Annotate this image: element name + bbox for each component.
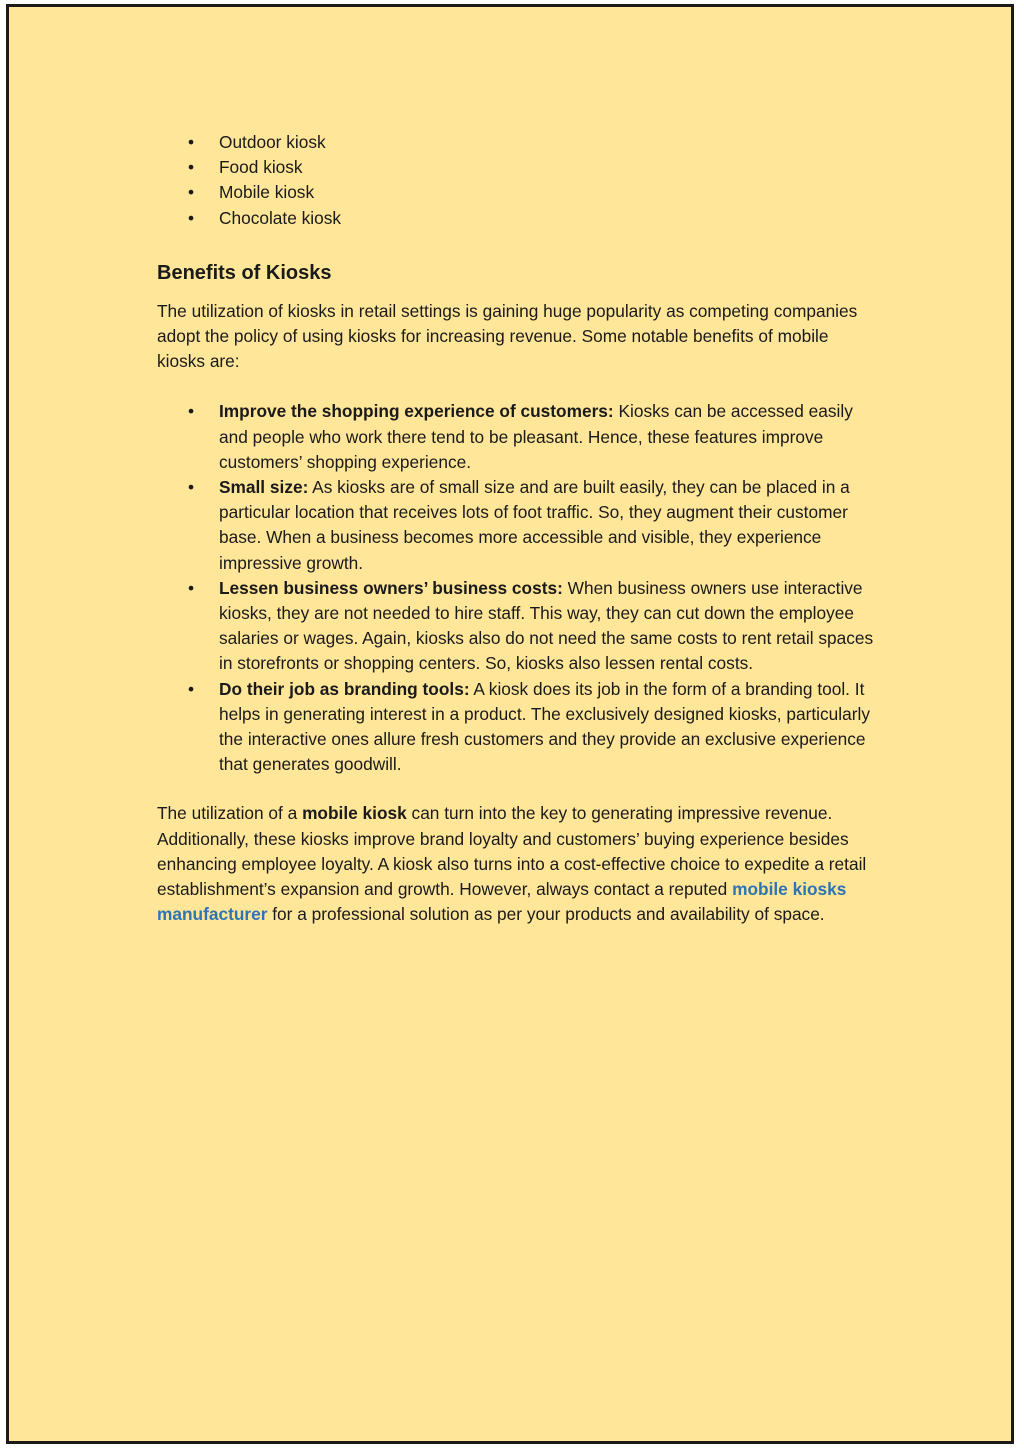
intro-paragraph: The utilization of kiosks in retail settings is gaining huge popularity as competing companies adopt the policy of using kiosks for increasing revenue. Some notable benefits of mobile kiosks are: xyxy=(157,300,858,372)
bullet-icon: • xyxy=(188,401,195,422)
kiosk-types-list xyxy=(157,130,877,231)
benefit-title: Lessen business owners’ business costs: xyxy=(219,577,563,598)
benefit-title: Improve the shopping experience of customers: xyxy=(219,401,614,422)
page-content xyxy=(157,125,877,927)
list-item xyxy=(157,180,877,205)
benefit-item xyxy=(157,475,877,576)
list-item xyxy=(157,155,877,180)
closing-bold-term: mobile kiosk xyxy=(302,803,407,824)
list-item-text: Chocolate kiosk xyxy=(219,207,341,228)
list-item-text: Food kiosk xyxy=(219,157,303,178)
list-item-text: Outdoor kiosk xyxy=(219,132,326,152)
section-heading: Benefits of Kiosks xyxy=(157,261,332,284)
benefit-item xyxy=(157,399,877,475)
closing-text: The utilization of a xyxy=(157,803,303,824)
benefit-item xyxy=(157,677,877,778)
benefits-list xyxy=(157,399,877,777)
bullet-icon: • xyxy=(188,577,195,598)
benefit-title: Do their job as branding tools: xyxy=(219,678,470,699)
list-item xyxy=(157,206,877,231)
benefit-title: Small size: xyxy=(219,477,309,498)
list-item-text: Mobile kiosk xyxy=(219,182,315,203)
closing-text: for a professional solution as per your products and availability of space. xyxy=(267,904,825,925)
bullet-icon: • xyxy=(188,182,195,203)
closing-text: can turn into the key to generating impressive revenue. Additionally, these kiosks improve brand loyalty and customers’ buying experience besides enhancing employee loyalty. A kiosk also turns into a cost-effective choice to expedite a retail establishment’s expansion and growth. However, always contact a reputed xyxy=(157,803,867,900)
manufacturer-link[interactable]: mobile kiosks manufacturer xyxy=(157,879,847,925)
bullet-icon: • xyxy=(188,678,195,699)
benefit-text: Kiosks can be accessed easily and people who work there tend to be pleasant. Hence, these features improve customers’ shopping experience. xyxy=(219,401,853,472)
benefit-item xyxy=(157,576,877,677)
bullet-icon: • xyxy=(188,157,195,178)
benefit-text: When business owners use interactive kiosks, they are not needed to hire staff. This way, they can cut down the employee salaries or wages. Again, kiosks also do not need the same costs to rent retail spaces in storefronts or shopping centers. So, kiosks also lessen rental costs. xyxy=(219,577,874,674)
bullet-icon: • xyxy=(188,132,195,152)
list-item xyxy=(157,130,877,155)
bullet-icon: • xyxy=(188,477,195,498)
benefit-text: As kiosks are of small size and are built easily, they can be placed in a particular location that receives lots of foot traffic. So, they augment their customer base. When a business becomes more accessible and visible, they experience impressive growth. xyxy=(219,477,850,573)
bullet-icon: • xyxy=(188,207,195,228)
benefit-text: A kiosk does its job in the form of a branding tool. It helps in generating interest in a product. The exclusively designed kiosks, particularly the interactive ones allure fresh customers and they provide an exclusive experience that generates goodwill. xyxy=(219,678,870,775)
closing-paragraph xyxy=(157,801,877,927)
document-page xyxy=(6,4,1014,1444)
